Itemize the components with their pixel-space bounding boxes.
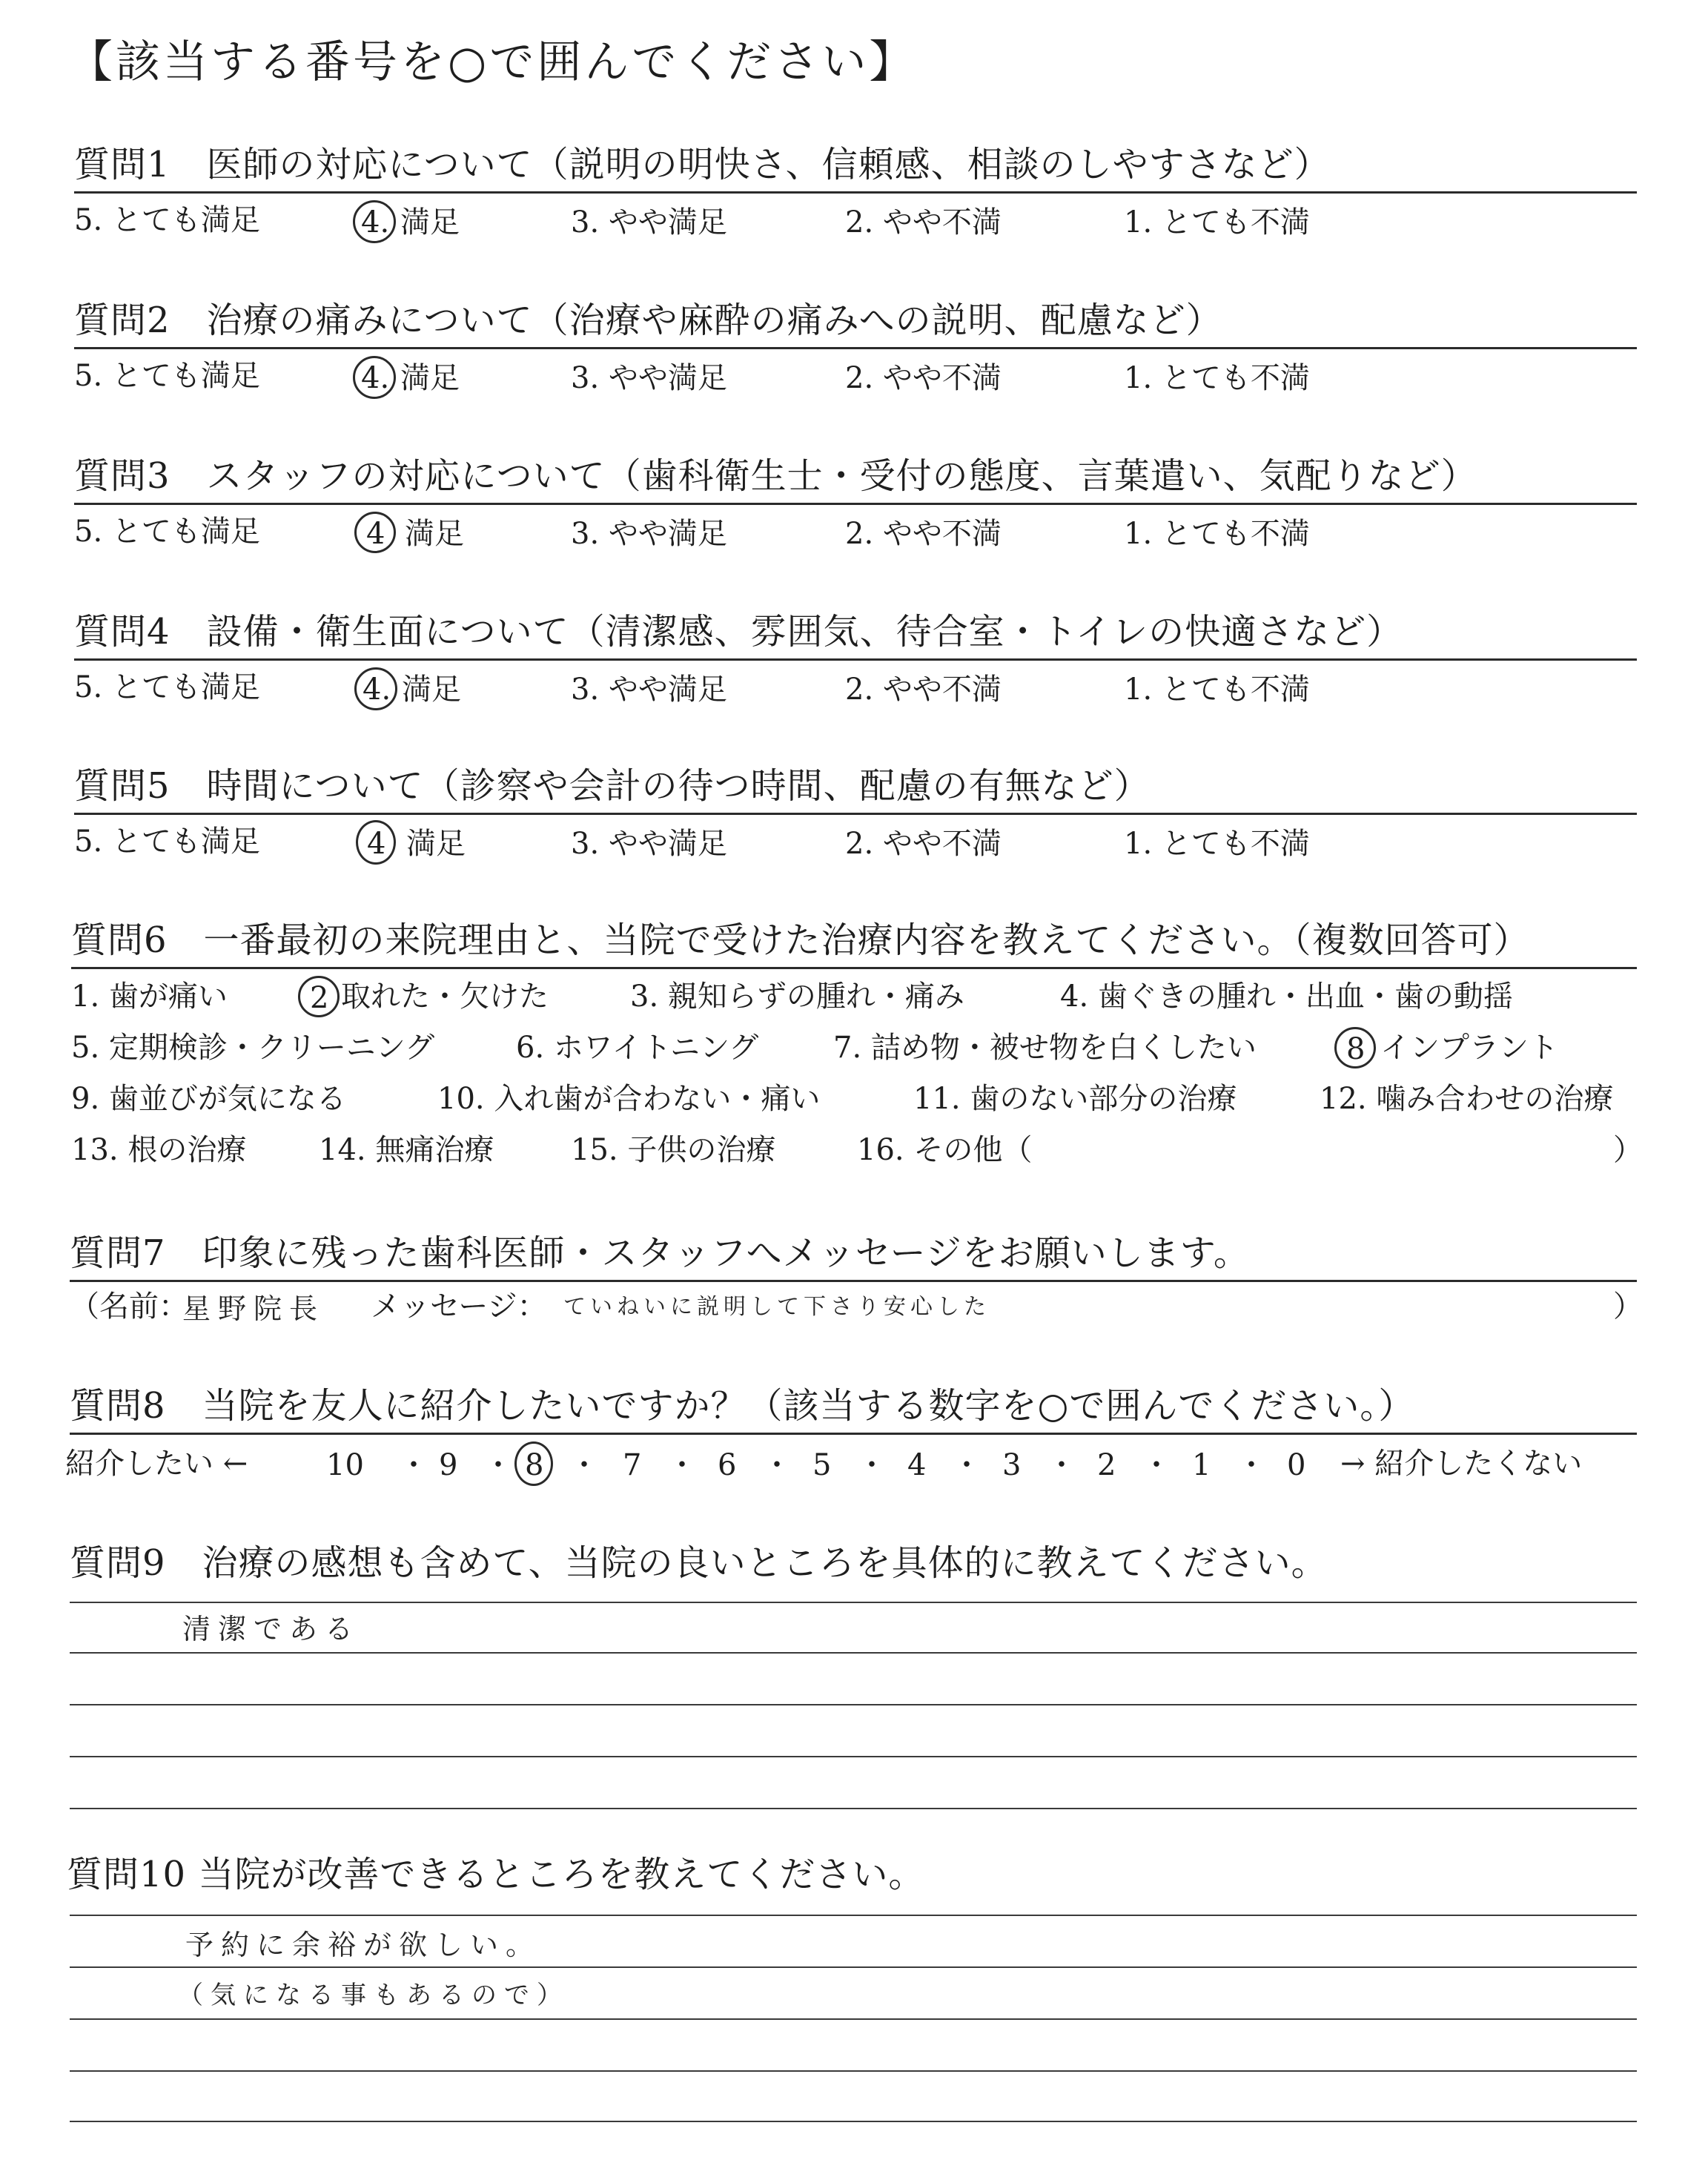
q7-name-label: （名前： [70,1289,188,1324]
q6-option-10[interactable]: 10. 入れ歯が合わない・痛い [437,1082,821,1116]
q4-option-4-number[interactable]: 4. [363,673,391,707]
q4-option-2[interactable]: 2. やや不満 [845,673,1002,707]
q8-scale-1[interactable]: 1 [1192,1448,1211,1482]
q4-option-1[interactable]: 1. とても不満 [1124,673,1310,707]
q3-option-1[interactable]: 1. とても不満 [1124,517,1310,551]
q2-option-2[interactable]: 2. やや不満 [845,361,1002,395]
q6-option-8-label[interactable]: インプラント [1380,1031,1558,1065]
q6-option-4[interactable]: 4. 歯ぐきの腫れ・出血・歯の動揺 [1060,980,1513,1014]
q8-scale-3[interactable]: 3 [1002,1448,1022,1482]
q8-scale-2[interactable]: 2 [1097,1448,1116,1482]
q10-answer-line1[interactable]: 予約に余裕が欲しい。 [185,1929,542,1961]
q9-line-5[interactable] [70,1808,1637,1809]
q4-option-4-label[interactable]: 満足 [402,673,461,707]
q3-title: 質問3 スタッフの対応について（歯科衛生士・受付の態度、言葉遣い、気配りなど） [74,455,1477,497]
q8-dot-5: ・ [762,1448,792,1482]
q10-line-1 [70,1915,1637,1916]
q5-option-2[interactable]: 2. やや不満 [845,827,1002,861]
q9-line-3[interactable] [70,1704,1637,1705]
q1-option-2[interactable]: 2. やや不満 [845,205,1002,240]
q5-option-3[interactable]: 3. やや満足 [571,827,727,861]
q3-option-4-label[interactable]: 満足 [405,517,464,551]
q8-scale-4[interactable]: 4 [907,1448,927,1482]
q10-line-3[interactable] [70,2018,1637,2020]
q5-option-1[interactable]: 1. とても不満 [1124,827,1310,861]
q8-dot-4: ・ [667,1448,697,1482]
q6-rule [71,967,1637,969]
q5-option-4-label[interactable]: 満足 [406,827,466,861]
q3-option-3[interactable]: 3. やや満足 [571,517,727,551]
q9-line-2[interactable] [70,1652,1637,1654]
q8-right-label: → 紹介したくない [1340,1447,1583,1481]
q7-message-label: メッセージ： [371,1289,547,1324]
q8-dot-1: ・ [399,1448,428,1482]
q7-rule [70,1280,1637,1282]
q6-option-2-label[interactable]: 取れた・欠けた [341,980,549,1014]
q8-dot-8: ・ [1047,1448,1076,1482]
q6-option-11[interactable]: 11. 歯のない部分の治療 [913,1082,1237,1116]
q2-title: 質問2 治療の痛みについて（治療や麻酔の痛みへの説明、配慮など） [74,300,1222,341]
q8-scale-0[interactable]: 0 [1287,1448,1306,1482]
q5-option-4-number[interactable]: 4 [367,827,386,861]
q8-dot-7: ・ [952,1448,982,1482]
q1-option-4-number[interactable]: 4. [361,205,390,240]
q9-answer[interactable]: 清潔である [182,1613,361,1645]
q6-option-3[interactable]: 3. 親知らずの腫れ・痛み [630,980,964,1014]
q8-dot-9: ・ [1142,1448,1171,1482]
q10-line-2[interactable] [70,1966,1637,1968]
q3-option-4-number[interactable]: 4 [366,517,385,551]
q8-left-label: 紹介したい ← [65,1447,248,1481]
q8-scale-5[interactable]: 5 [812,1448,832,1482]
q9-line-1 [70,1602,1637,1603]
q6-title: 質問6 一番最初の来院理由と、当院で受けた治療内容を教えてください。（複数回答可） [71,919,1530,961]
q7-close-paren: ） [1613,1289,1643,1324]
q6-option-16[interactable]: 16. その他（ [857,1133,1033,1167]
q8-title: 質問8 当院を友人に紹介したいですか？（該当する数字を○で囲んでください。） [70,1385,1415,1427]
q2-option-4-number[interactable]: 4. [361,361,390,395]
q1-option-4-label[interactable]: 満足 [400,205,460,240]
q8-dot-2: ・ [483,1448,513,1482]
q2-option-3[interactable]: 3. やや満足 [571,361,727,395]
q4-option-3[interactable]: 3. やや満足 [571,673,727,707]
q3-option-5[interactable]: 5. とても満足 [74,515,260,549]
q8-dot-3: ・ [569,1448,599,1482]
q8-scale-9[interactable]: 9 [439,1448,458,1482]
q2-option-5[interactable]: 5. とても満足 [74,359,260,393]
q6-option-5[interactable]: 5. 定期検診・クリーニング [71,1031,435,1065]
q8-scale-6[interactable]: 6 [718,1448,737,1482]
q10-title: 質問10 当院が改善できるところを教えてください。 [67,1854,925,1895]
q3-rule [74,503,1637,505]
q10-answer-line2[interactable]: （気になる事もあるので） [178,1981,569,2010]
q2-option-1[interactable]: 1. とても不満 [1124,361,1310,395]
q1-title: 質問1 医師の対応について（説明の明快さ、信頼感、相談のしやすさなど） [74,144,1331,185]
q6-option-13[interactable]: 13. 根の治療 [71,1133,247,1167]
q4-option-5[interactable]: 5. とても満足 [74,670,260,704]
q5-rule [74,813,1637,815]
q6-option-1[interactable]: 1. 歯が痛い [71,980,228,1014]
q7-message-value[interactable]: ていねいに説明して下さり安心した [563,1294,990,1320]
q6-option-14[interactable]: 14. 無痛治療 [319,1133,494,1167]
q9-title: 質問9 治療の感想も含めて、当院の良いところを具体的に教えてください。 [70,1542,1328,1584]
q1-option-5[interactable]: 5. とても満足 [74,203,260,237]
q1-option-3[interactable]: 3. やや満足 [571,205,727,240]
q10-line-4[interactable] [70,2070,1637,2072]
q1-rule [74,191,1637,194]
q6-option-6[interactable]: 6. ホワイトニング [516,1031,759,1065]
q2-option-4-label[interactable]: 満足 [400,361,460,395]
q5-title: 質問5 時間について（診察や会計の待つ時間、配慮の有無など） [74,765,1151,807]
form-header: 【該当する番号を○で囲んでください】 [68,36,917,88]
q8-dot-6: ・ [857,1448,887,1482]
q6-option-15[interactable]: 15. 子供の治療 [571,1133,776,1167]
q4-title: 質問4 設備・衛生面について（清潔感、雰囲気、待合室・トイレの快適さなど） [74,611,1403,653]
q6-option-16-close: ） [1613,1133,1643,1167]
q8-rule [70,1433,1637,1435]
q1-option-1[interactable]: 1. とても不満 [1124,205,1310,240]
q6-option-2-number[interactable]: 2 [310,981,329,1015]
q4-rule [74,658,1637,661]
q6-option-9[interactable]: 9. 歯並びが気になる [71,1082,346,1116]
q8-scale-8[interactable]: 8 [525,1448,544,1482]
q6-option-12[interactable]: 12. 噛み合わせの治療 [1320,1082,1614,1116]
q9-line-4[interactable] [70,1756,1637,1757]
q10-line-5[interactable] [70,2121,1637,2122]
q2-rule [74,347,1637,349]
q8-scale-7[interactable]: 7 [623,1448,642,1482]
q6-option-8-number[interactable]: 8 [1346,1032,1366,1066]
q6-option-7[interactable]: 7. 詰め物・被せ物を白くしたい [833,1031,1257,1065]
q8-dot-10: ・ [1237,1448,1266,1482]
q8-scale-10[interactable]: 10 [326,1448,364,1482]
q3-option-2[interactable]: 2. やや不満 [845,517,1002,551]
q5-option-5[interactable]: 5. とても満足 [74,825,260,859]
q7-title: 質問7 印象に残った歯科医師・スタッフへメッセージをお願いします。 [70,1232,1250,1274]
q7-name-value[interactable]: 星野院長 [182,1292,325,1325]
